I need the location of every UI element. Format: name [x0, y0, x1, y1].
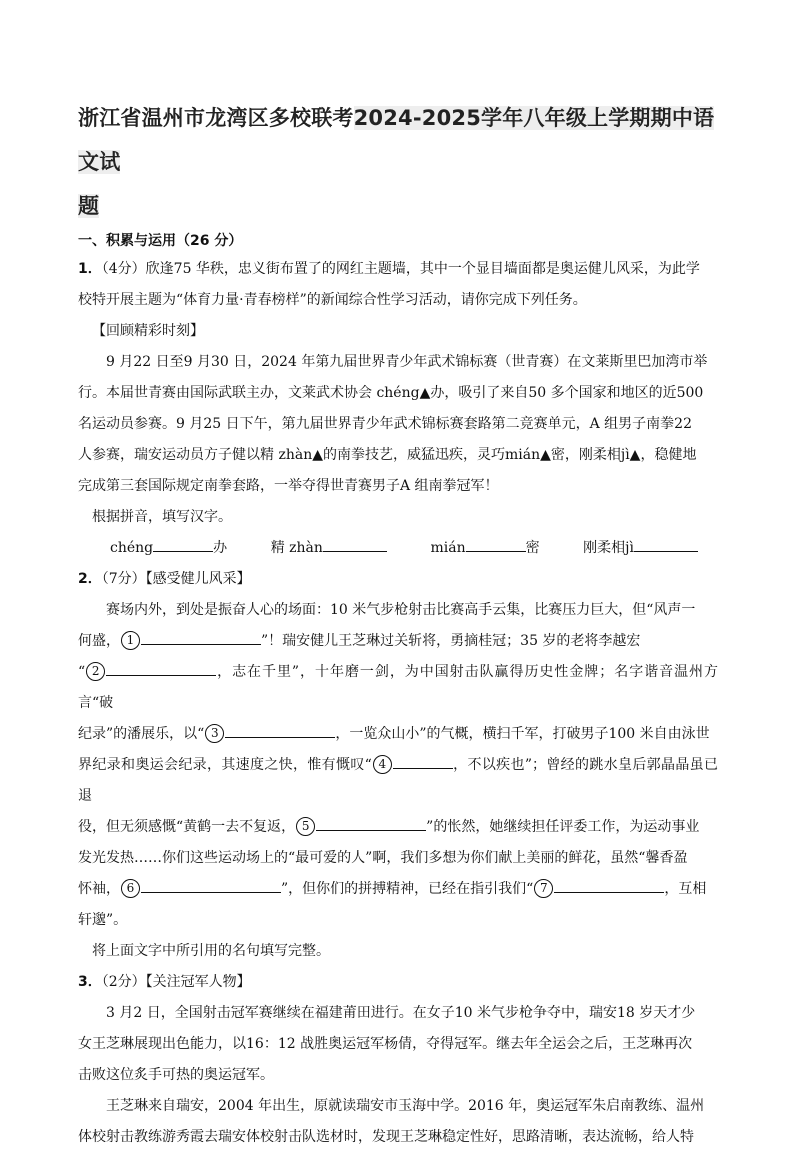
- q1-fill-3-after: 密: [525, 540, 540, 556]
- title-part1: 浙江省温州市龙湾区多校联考: [78, 106, 354, 130]
- q1-number: 1．: [78, 261, 102, 277]
- q1-para-line2: 行。本届世青赛由国际武联主办，文莱武术协会 chéng▲办，吸引了来自50 多个国家和地区的近500: [78, 385, 704, 401]
- q2-line6: [78, 812, 718, 843]
- q2-line1: 赛场内外，到处是振奋人心的场面：10 米气步枪射击比赛高手云集，比赛压力巨大，但“风声一: [106, 602, 696, 618]
- title-part2: 2024-2025学年八年级上学期期中语文试: [78, 106, 715, 174]
- q2-line3-a: “: [78, 664, 86, 680]
- q2-line2-a: 何盛，: [78, 633, 120, 649]
- q2-number: 2．: [78, 571, 102, 587]
- blank-number-3: 3: [205, 724, 224, 743]
- q1-para-line4: 人参赛，瑞安运动员方子健以精 zhàn▲的南拳技艺，威猛迅疾，灵巧mián▲密，刚柔相jì▲，稳健地: [78, 447, 697, 463]
- q2-blank-7[interactable]: [554, 874, 664, 893]
- q1-fill-2-blank[interactable]: [323, 533, 387, 552]
- q2-blank-4[interactable]: [393, 750, 453, 769]
- q2-blank-2[interactable]: [106, 657, 216, 676]
- q3-number: 3．: [78, 974, 102, 990]
- q1-fill-4-pinyin: 刚柔相jì: [583, 540, 634, 556]
- q1-fill-1-pinyin: chéng: [110, 540, 154, 556]
- q1-intro: [78, 254, 718, 285]
- q3-para1-line1: 3 月2 日，全国射击冠军赛继续在福建莆田进行。在女子10 米气步枪争夺中，瑞安18 岁天才少: [106, 1005, 696, 1021]
- q2-line9: 轩邈”。: [78, 912, 128, 928]
- q1-para-line1: 9 月22 日至9 月30 日，2024 年第九届世界青少年武术锦标赛（世青赛）在文莱斯里巴加湾市举: [106, 354, 708, 370]
- q2-line8: [78, 874, 718, 905]
- q2-line6-b: ”的怅然，她继续担任评委工作，为运动事业: [426, 819, 700, 835]
- q3-para1-line3: 击败这位炙手可热的奥运冠军。: [78, 1067, 274, 1083]
- blank-number-1: 1: [121, 631, 140, 650]
- q1-fill-3: [430, 533, 539, 564]
- q2-line8-c: ，互相: [664, 881, 707, 897]
- q2-score: （7分）: [101, 571, 146, 587]
- q2-line7: 发光发热……你们这些运动场上的“最可爱的人”啊，我们多想为你们献上美丽的鲜花，虽然“馨香盈: [78, 850, 688, 866]
- q1-fill-3-pinyin: mián: [430, 540, 466, 556]
- q3-para2-line1: 王芝琳来自瑞安，2004 年出生，原就读瑞安市玉海中学。2016 年，奥运冠军朱启南教练、温州: [106, 1098, 705, 1114]
- q2-blank-5[interactable]: [316, 812, 426, 831]
- blank-number-7: 7: [534, 879, 553, 898]
- q3-score: （2分）: [101, 974, 146, 990]
- q2-line2-b: ”！瑞安健儿王芝琳过关斩将，勇摘桂冠；35 岁的老将李越宏: [261, 633, 641, 649]
- q2-line8-b: ”，但你们的拼搏精神，已经在指引我们“: [281, 881, 534, 897]
- blank-number-2: 2: [86, 662, 105, 681]
- title-line2: 题: [78, 194, 100, 218]
- q1-intro-b: 校特开展主题为“体育力量·青春榜样”的新闻综合性学习活动，请你完成下列任务。: [78, 292, 587, 308]
- q2-line4: [78, 719, 718, 750]
- q1-fill-2: [271, 533, 387, 564]
- q2-line3-b: ，志在千里”，十年磨一剑，为中国射击队赢得历史性金牌；名字谐音温州方言“破: [78, 664, 718, 711]
- q2-blank-3[interactable]: [225, 719, 335, 738]
- document-title: [78, 96, 718, 228]
- q1-instruction: 根据拼音，填写汉字。: [92, 509, 232, 525]
- q3-para1-line2: 女王芝琳展现出色能力，以16：12 战胜奥运冠军杨倩，夺得冠军。继去年全运会之后，王芝琳再次: [78, 1036, 693, 1052]
- q2-line5-b: ，不以疾也”；曾经的跳水皇后郭晶晶虽已退: [78, 757, 719, 804]
- q3-subtitle: 【关注冠军人物】: [145, 974, 251, 990]
- q1-para-line3: 名运动员参赛。9 月25 日下午，第九届世界青少年武术锦标赛套路第二竞赛单元，A 组男子南拳22: [78, 416, 692, 432]
- q1-intro-a: 欣逢75 华秩，忠义街布置了的网红主题墙，其中一个显目墙面都是奥运健儿风采，为此学: [145, 261, 700, 277]
- q1-fill-3-blank[interactable]: [466, 533, 526, 552]
- q2-line2: [78, 626, 718, 657]
- q2-subtitle: 【感受健儿风采】: [145, 571, 251, 587]
- q1-fill-1: [110, 533, 227, 564]
- q2-line5-a: 界纪录和奥运会纪录，其速度之快，惟有慨叹“: [78, 757, 372, 773]
- blank-number-6: 6: [121, 879, 140, 898]
- q1-fill-row: [78, 533, 718, 564]
- q3-header: [78, 967, 718, 998]
- q1-fill-1-after: 办: [213, 540, 228, 556]
- q1-score: （4分）: [101, 261, 146, 277]
- q3-para2-line2: 体校射击教练游秀霞去瑞安体校射击队选材时，发现王芝琳稳定性好，思路清晰，表达流畅，给人特: [78, 1129, 694, 1145]
- q2-line4-a: 纪录”的潘展乐，以“: [78, 726, 205, 742]
- q2-line4-b: ，一览众山小”的气概，横扫千军，打破男子100 米自由泳世: [335, 726, 710, 742]
- q1-fill-4-blank[interactable]: [634, 533, 698, 552]
- q2-instruction: 将上面文字中所引用的名句填写完整。: [92, 943, 330, 959]
- q1-para-line5: 完成第三套国际规定南拳套路，一举夺得世青赛男子A 组南拳冠军！: [78, 478, 499, 494]
- q2-line6-a: 役，但无须感慨“黄鹤一去不复返，: [78, 819, 296, 835]
- q1-fill-1-blank[interactable]: [153, 533, 213, 552]
- q2-line5: [78, 750, 718, 812]
- q2-blank-1[interactable]: [141, 626, 261, 645]
- q2-line8-a: 怀袖，: [78, 881, 120, 897]
- q1-fill-4: [583, 533, 698, 564]
- blank-number-5: 5: [296, 817, 315, 836]
- q2-line3: [78, 657, 718, 719]
- document-page: [78, 96, 718, 1153]
- q2-header: [78, 564, 718, 595]
- section1-heading: 一、积累与运用（26 分）: [78, 233, 243, 249]
- q1-fill-2-pinyin: 精 zhàn: [270, 540, 323, 556]
- q1-subtitle: 【回顾精彩时刻】: [92, 323, 204, 339]
- q2-blank-6[interactable]: [141, 874, 281, 893]
- blank-number-4: 4: [373, 755, 392, 774]
